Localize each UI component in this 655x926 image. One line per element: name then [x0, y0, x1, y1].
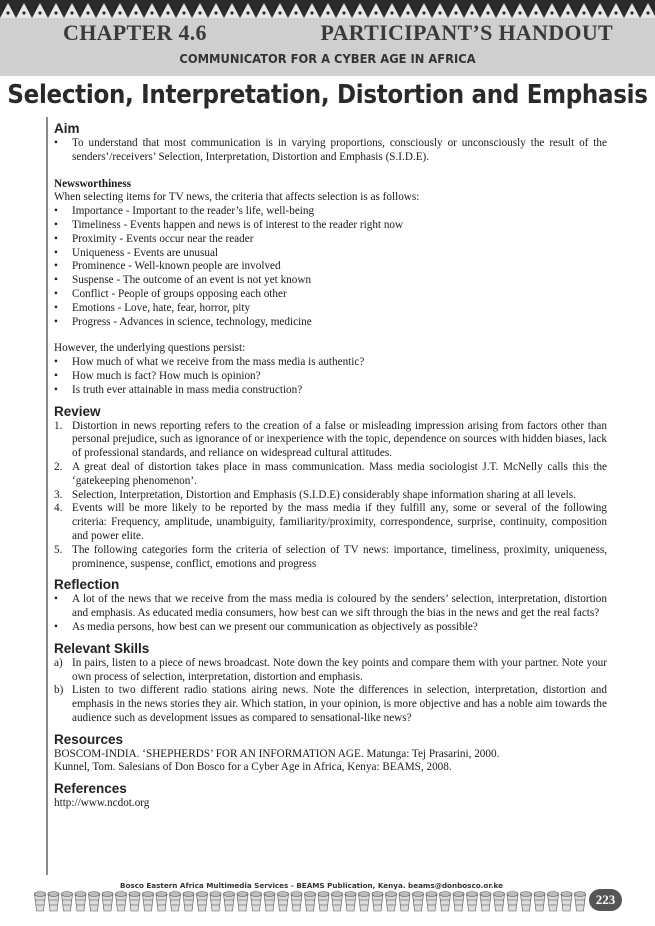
drum-ornament	[345, 892, 356, 912]
list-item: 1. Distortion in news reporting refers to the creation of a false or misleading impression arising from factors other than personal prejudice, such as ignorance of or inexperience with the topic, dependence on sources with hidden biases, lack of professional standards, and reliance on widespread cultural attitudes.	[54, 419, 607, 460]
reference-link[interactable]: http://www.ncdot.org	[54, 797, 150, 810]
drum-ornament	[170, 892, 181, 912]
list-item: • Is truth ever attainable in mass media construction?	[54, 383, 303, 396]
drum-ornament	[440, 892, 451, 912]
drum-ornament	[318, 892, 329, 912]
list-item: • How much of what we receive from the mass media is authentic?	[54, 356, 365, 369]
list-item: • Conflict - People of groups opposing each other	[54, 287, 287, 300]
border-dot	[230, 11, 233, 14]
list-item: • Importance - Important to the reader’s life, well-being	[54, 205, 315, 218]
list-item: a) In pairs, listen to a piece of news broadcast. Note down the key points and compare them with your partner. Note your own process of selection, interpretation, distortion and emphasis.	[54, 656, 607, 683]
reflection-heading: Reflection	[54, 577, 120, 593]
newsworthiness-intro: When selecting items for TV news, the criteria that affects selection is as follows:	[54, 191, 420, 204]
chapter-label: CHAPTER 4.6	[63, 20, 207, 45]
drum-ornament	[467, 892, 478, 912]
drum-ornament	[237, 892, 248, 912]
border-dot	[374, 11, 377, 14]
list-item: 5. The following categories form the criteria of selection of TV news: importance, timeliness, proximity, uniqueness, prominence, suspense, conflict, emotions and progress	[54, 543, 607, 570]
drum-ornament	[89, 892, 100, 912]
list-item: 4. Events will be more likely to be reported by the mass media if they fulfill any, some or several of the following criteria: Frequency, amplitude, unambiguity, familiarity/proximity, correspondence, surprise, continuity, composition and power elite.	[54, 502, 607, 542]
border-dot	[118, 11, 121, 14]
drum-ornament	[480, 892, 491, 912]
chapter-header	[0, 18, 655, 76]
border-dot	[598, 11, 601, 14]
drum-ornament	[426, 892, 437, 912]
border-dot	[422, 11, 425, 14]
drum-ornament	[359, 892, 370, 912]
border-dot	[518, 11, 521, 14]
border-dot	[6, 11, 9, 14]
left-margin-rule	[46, 117, 48, 875]
skills-heading: Relevant Skills	[54, 640, 150, 656]
questions-list	[54, 356, 607, 397]
border-dot	[38, 11, 41, 14]
drum-ornament	[548, 892, 559, 912]
border-dot	[102, 11, 105, 14]
review-heading: Review	[54, 403, 101, 419]
border-dot	[166, 11, 169, 14]
newsworthiness-list	[54, 205, 607, 329]
border-dot	[502, 11, 505, 14]
drum-ornament	[116, 892, 127, 912]
border-dot	[262, 11, 265, 14]
drum-ornament	[197, 892, 208, 912]
border-dot	[214, 11, 217, 14]
border-dot	[326, 11, 329, 14]
drum-ornament	[278, 892, 289, 912]
drum-ornament	[62, 892, 73, 912]
bottom-border-pattern	[34, 889, 594, 915]
resources-heading: Resources	[54, 731, 124, 747]
list-item: b) Listen to two different radio stations airing news. Note the differences in selection, interpretation, distortion and emphasis in the news stories they air. Which station, in your opinion, is more objective and has a noble aim towards the audience such as development issues as compared to sensational-like news?	[54, 684, 607, 724]
publisher-footer: Bosco Eastern Africa Multimedia Services - BEAMS Publication, Kenya. beams@donbosco.or.ke	[120, 881, 504, 890]
resource-item: BOSCOM-INDIA. ‘SHEPHERDS’ FOR AN INFORMATION AGE. Matunga: Tej Prasarini, 2000.	[54, 747, 500, 760]
drum-ornament	[224, 892, 235, 912]
list-item: • How much is fact? How much is opinion?	[54, 369, 261, 382]
border-dot	[550, 11, 553, 14]
reflection-list	[54, 593, 607, 634]
drum-ornament	[561, 892, 572, 912]
border-dot	[54, 11, 57, 14]
drum-ornament	[251, 892, 262, 912]
border-dot	[246, 11, 249, 14]
border-dot	[454, 11, 457, 14]
border-dot	[22, 11, 25, 14]
drum-ornament	[399, 892, 410, 912]
border-dot	[582, 11, 585, 14]
resource-item: Kunnel, Tom. Salesians of Don Bosco for a Cyber Age in Africa, Kenya: BEAMS, 2008.	[54, 761, 452, 774]
drum-ornament	[102, 892, 113, 912]
drum-ornament	[210, 892, 221, 912]
aim-list	[54, 137, 607, 165]
list-item: • Prominence - Well-known people are involved	[54, 260, 281, 273]
border-dot	[278, 11, 281, 14]
border-dot	[470, 11, 473, 14]
border-dot	[566, 11, 569, 14]
page-title: Selection, Interpretation, Distortion and Emphasis	[7, 80, 648, 110]
review-list	[54, 420, 607, 572]
border-dot	[438, 11, 441, 14]
top-border-pattern	[0, 0, 655, 18]
border-dot	[134, 11, 137, 14]
drum-ornament	[75, 892, 86, 912]
skills-list	[54, 657, 607, 726]
questions-intro: However, the underlying questions persist:	[54, 342, 246, 355]
border-dot	[534, 11, 537, 14]
drum-ornament	[48, 892, 59, 912]
drum-ornament	[35, 892, 46, 912]
border-dot	[630, 11, 633, 14]
list-item: • Timeliness - Events happen and news is of interest to the reader right now	[54, 218, 404, 231]
list-item: • Proximity - Events occur near the reader	[54, 232, 254, 245]
handout-label: PARTICIPANT’S HANDOUT	[320, 20, 613, 45]
drum-ornament	[156, 892, 167, 912]
border-dot	[86, 11, 89, 14]
drum-ornament	[129, 892, 140, 912]
drum-ornament	[575, 892, 586, 912]
drum-ornament	[305, 892, 316, 912]
border-dot	[294, 11, 297, 14]
drum-ornament	[291, 892, 302, 912]
drum-ornament	[534, 892, 545, 912]
aim-heading: Aim	[54, 121, 80, 136]
drum-ornament	[453, 892, 464, 912]
list-item: • Emotions - Love, hate, fear, horror, pity	[54, 301, 251, 314]
border-dot	[342, 11, 345, 14]
border-dot	[198, 11, 201, 14]
list-item: • As media persons, how best can we present our communication as objectively as possible?	[54, 620, 478, 633]
drum-ornament	[332, 892, 343, 912]
drum-ornament	[183, 892, 194, 912]
list-item: • Uniqueness - Events are unusual	[54, 246, 219, 259]
list-item: • A lot of the news that we receive from the mass media is coloured by the senders’ selection, interpretation, distortion and emphasis. As educated media consumers, how best can we sift through the bias in the news and get the real facts?	[54, 593, 607, 620]
list-item: • To understand that most communication is in varying proportions, consciously or unconsciously the result of the senders’/receivers’ Selection, Interpretation, Distortion and Emphasis (S.I.D.E).	[54, 137, 607, 163]
drum-ornament	[413, 892, 424, 912]
series-subtitle: COMMUNICATOR FOR A CYBER AGE IN AFRICA	[179, 51, 476, 67]
border-dot	[614, 11, 617, 14]
border-dot	[390, 11, 393, 14]
list-item: 3. Selection, Interpretation, Distortion and Emphasis (S.I.D.E) considerably shape information sharing at all levels.	[54, 488, 576, 501]
border-dot	[70, 11, 73, 14]
border-dot	[358, 11, 361, 14]
border-dot	[406, 11, 409, 14]
border-dot	[182, 11, 185, 14]
list-item: 2. A great deal of distortion takes place in mass communication. Mass media sociologist J.T. McNelly calls this the ‘gatekeeping phenomenon’.	[54, 460, 607, 487]
drum-ornament	[143, 892, 154, 912]
border-dot	[646, 11, 649, 14]
drum-ornament	[372, 892, 383, 912]
drum-ornament	[507, 892, 518, 912]
handout-content	[54, 121, 607, 811]
drum-ornament	[264, 892, 275, 912]
drum-ornament	[521, 892, 532, 912]
drum-ornament	[494, 892, 505, 912]
page-number-badge: 223	[589, 889, 622, 911]
references-heading: References	[54, 781, 127, 797]
drum-ornament	[386, 892, 397, 912]
border-dot	[150, 11, 153, 14]
border-dot	[310, 11, 313, 14]
newsworthiness-heading: Newsworthiness	[54, 177, 132, 190]
border-dot	[486, 11, 489, 14]
list-item: • Suspense - The outcome of an event is not yet known	[54, 274, 312, 287]
list-item: • Progress - Advances in science, technology, medicine	[54, 315, 312, 328]
